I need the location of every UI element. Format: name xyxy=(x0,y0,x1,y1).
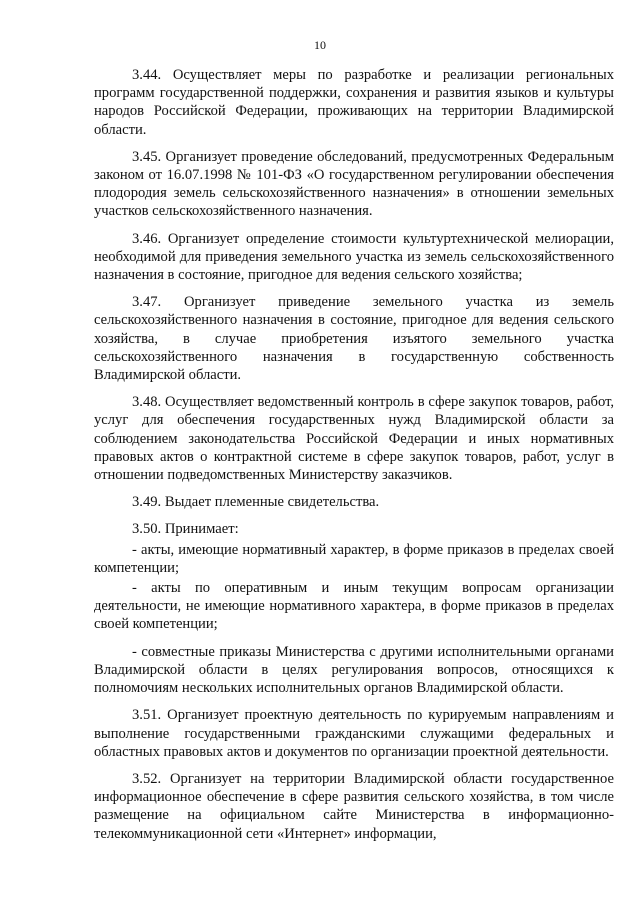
list-item: - акты по оперативным и иным текущим вопросам организации деятельности, не имеющие нормативного характера, в форме приказов в пределах своей компетенции; xyxy=(94,580,614,633)
page-number: 10 xyxy=(314,38,326,52)
paragraph-3-50: 3.50. Принимает: xyxy=(132,521,239,538)
list-item: - совместные приказы Министерства с другими исполнительными органами Владимирской области в целях регулирования вопросов, относящихся к полномочиям нескольких исполнительных органов Владимирской области. xyxy=(94,643,614,697)
document-body xyxy=(94,66,614,843)
list-item: - акты, имеющие нормативный характер, в форме приказов в пределах своей компетенции; xyxy=(94,541,614,576)
paragraph-3-45: 3.45. Организует проведение обследований, предусмотренных Федеральным законом от 16.07.1998 № 101-ФЗ «О государственном регулировании обеспечения плодородия земель сельскохозяйственного назначения» в отношении земельных участков сельскохозяйственного назначения. xyxy=(94,148,614,220)
paragraph-3-44: 3.44. Осуществляет меры по разработке и реализации региональных программ государственной поддержки, сохранения и развития языков и культуры народов Российской Федерации, проживающих на территории Владимирской области. xyxy=(94,67,614,138)
paragraph-3-52: 3.52. Организует на территории Владимирской области государственное информационное обеспечение в сфере развития сельского хозяйства, в том числе размещение на официальном сайте Министерства в информационно-телекоммуникационной сети «Интернет» информации, xyxy=(94,770,614,842)
paragraph-3-47: 3.47. Организует приведение земельного участка из земель сельскохозяйственного назначения в состояние, пригодное для ведения сельского хозяйства, в случае приобретения изъятого земельного участка сельскохозяйственного назначения в государственную собственность Владимирской области. xyxy=(94,294,614,384)
paragraph-3-51: 3.51. Организует проектную деятельность по курируемым направлениям и выполнение государственными гражданскими служащими федеральных и областных правовых актов и документов по организации проектной деятельности. xyxy=(94,707,614,760)
paragraph-3-49: 3.49. Выдает племенные свидетельства. xyxy=(132,494,380,511)
paragraph-3-48: 3.48. Осуществляет ведомственный контроль в сфере закупок товаров, работ, услуг для обеспечения государственных нужд Владимирской области за соблюдением законодательства Российской Федерации и иных нормативных правовых актов о контрактной системе в сфере закупок товаров, работ, услуг в отношении подведомственных Министерству заказчиков. xyxy=(94,394,614,484)
paragraph-3-46: 3.46. Организует определение стоимости культуртехнической мелиорации, необходимой для приведения земельного участка из земель сельскохозяйственного назначения в состояние, пригодное для ведения сельского хозяйства; xyxy=(94,230,614,284)
